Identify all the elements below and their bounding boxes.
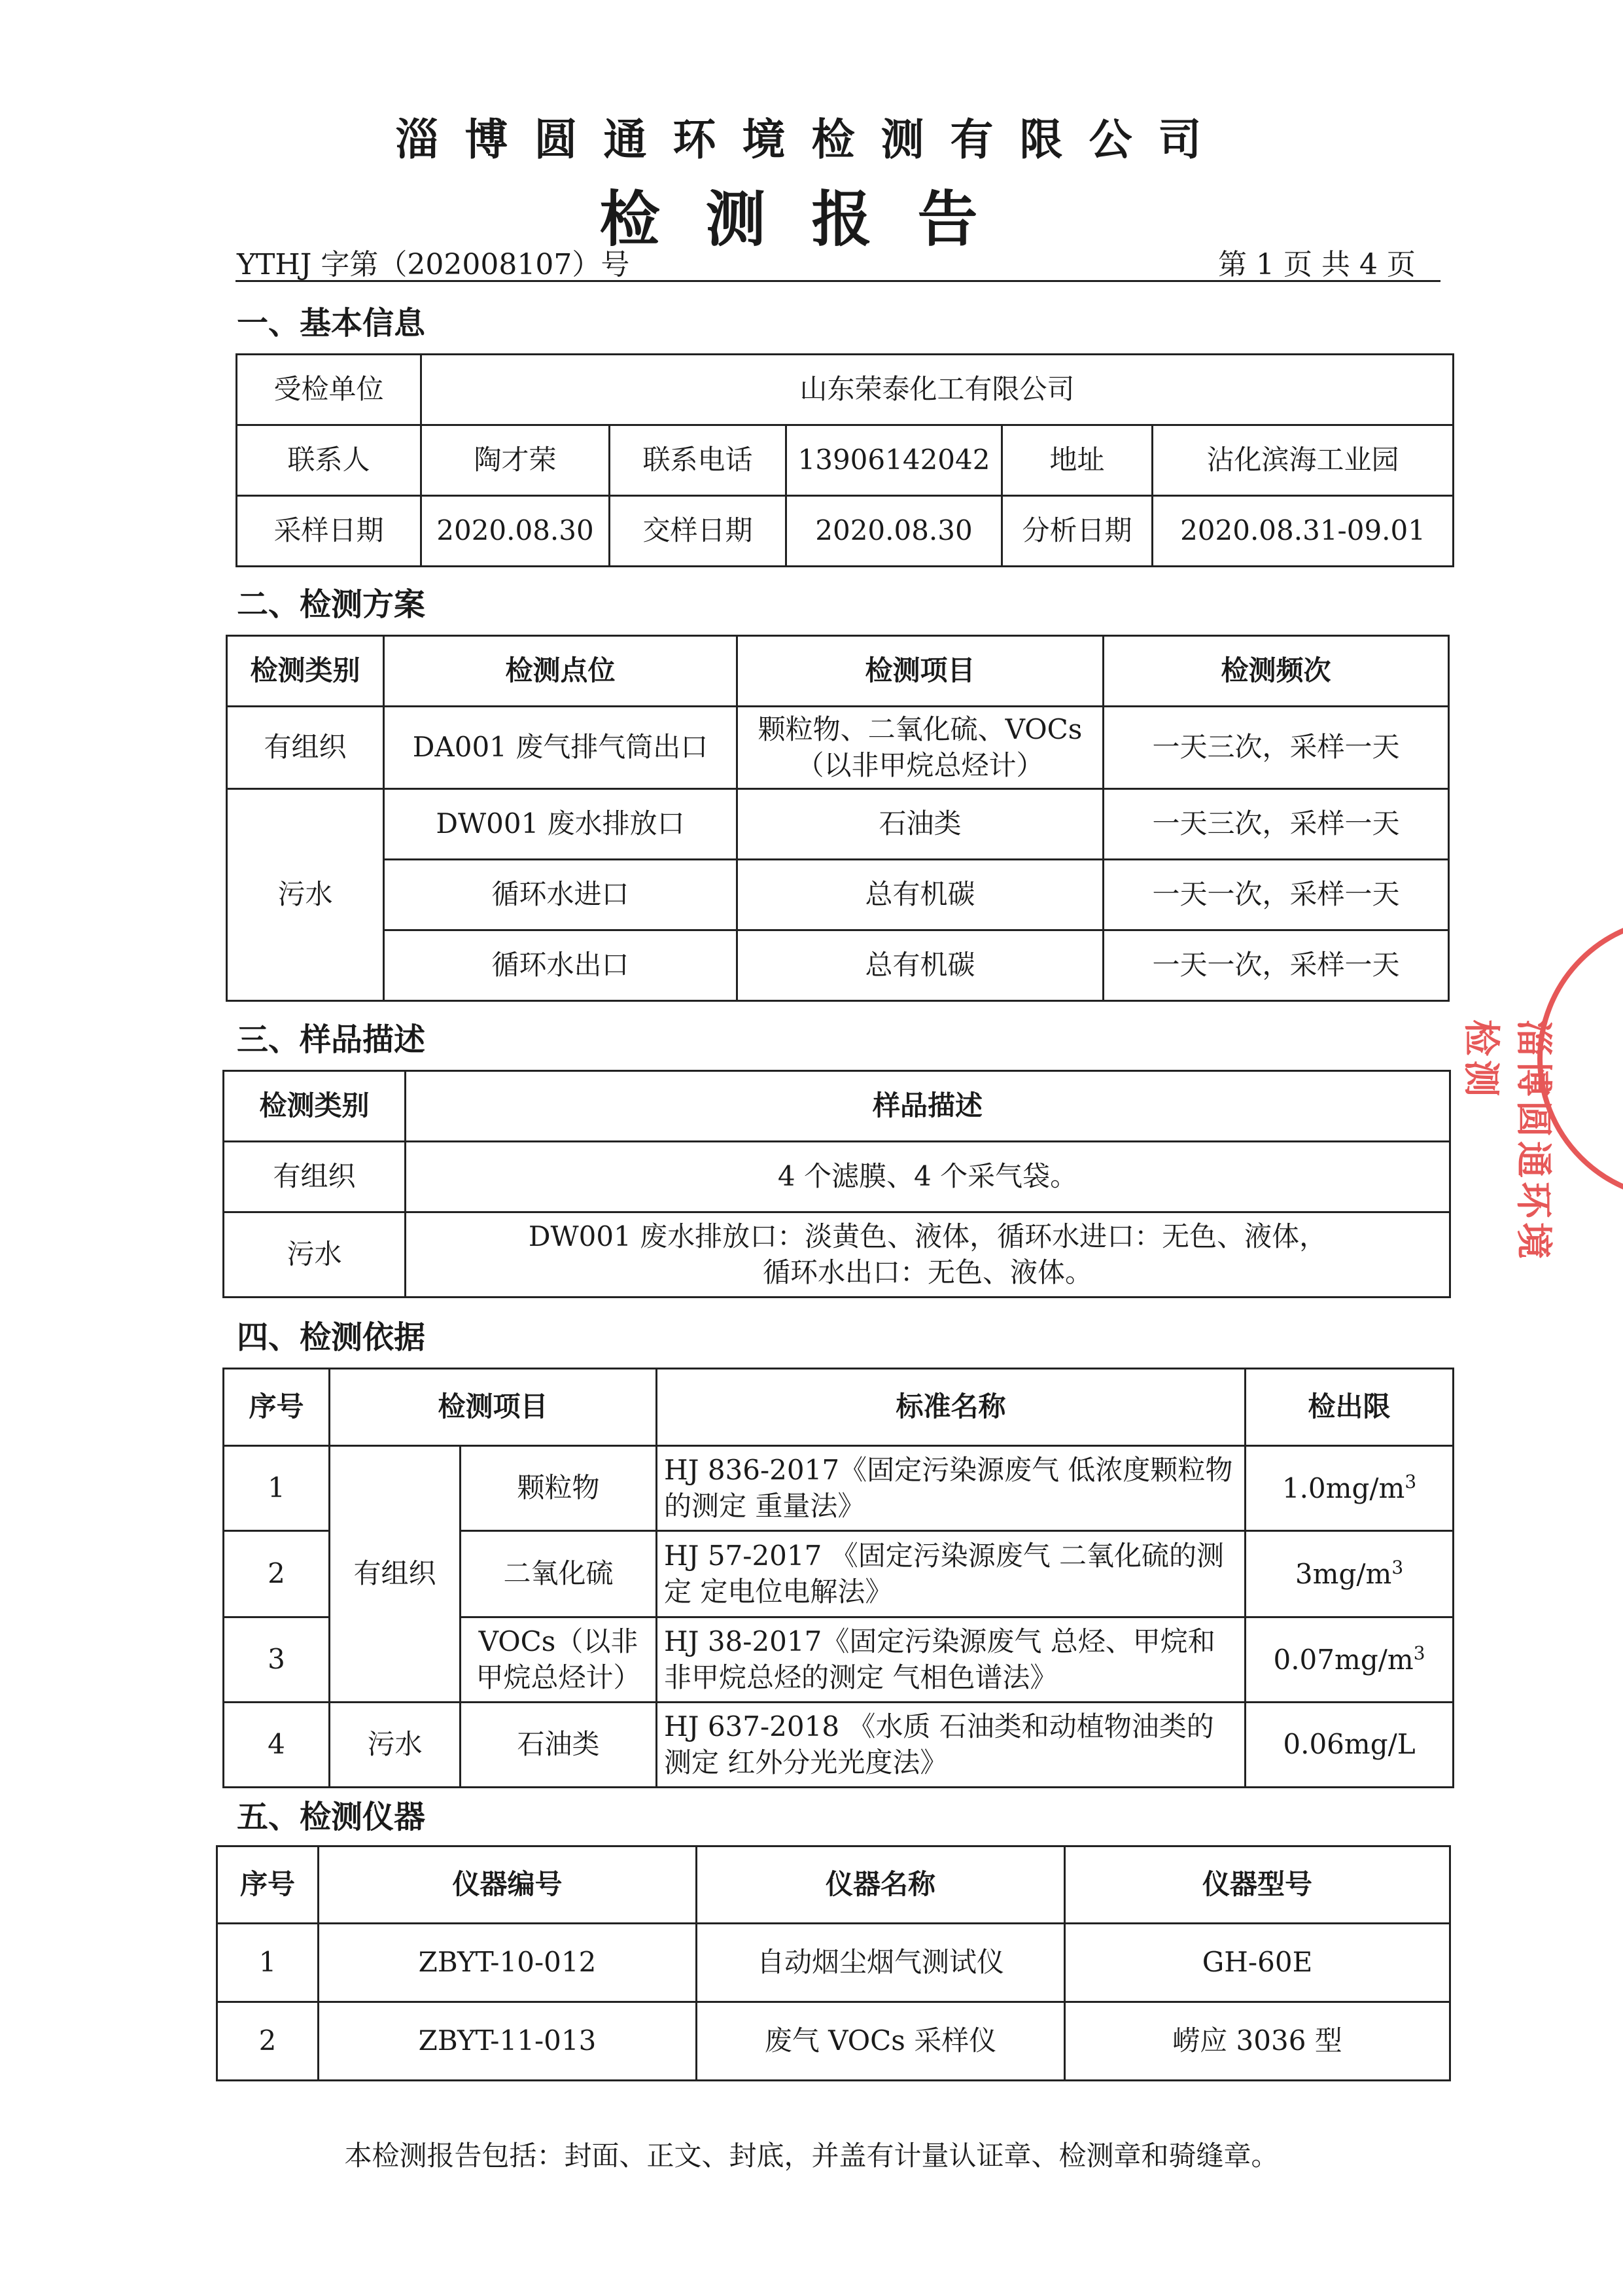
section-basis-heading: 四、检测依据 <box>237 1319 426 1356</box>
sample-header-category: 检测类别 <box>224 1071 406 1142</box>
detection-basis-table <box>222 1368 1454 1788</box>
analysis-date: 2020.08.31-09.01 <box>1153 496 1454 567</box>
section-plan-heading: 二、检测方案 <box>237 586 426 623</box>
basis-standard-line: 测定 红外分光光度法》 <box>664 1746 948 1778</box>
detection-plan-table <box>226 635 1450 1002</box>
basis-no: 1 <box>224 1446 330 1531</box>
instrument-code: ZBYT-10-012 <box>319 1924 697 2002</box>
section-basic-info-heading: 一、基本信息 <box>237 305 426 342</box>
basis-limit <box>1246 1531 1454 1617</box>
section-instruments-heading: 五、检测仪器 <box>237 1799 426 1835</box>
basis-no: 2 <box>224 1531 330 1617</box>
basis-header-standard: 标准名称 <box>657 1369 1246 1446</box>
label-inspected-unit: 受检单位 <box>237 355 421 425</box>
basis-group: 污水 <box>330 1703 461 1788</box>
plan-frequency: 一天一次，采样一天 <box>1104 860 1449 930</box>
plan-category: 污水 <box>227 789 384 1001</box>
instrument-code: ZBYT-11-013 <box>319 2002 697 2081</box>
report-number: YTHJ 字第（202008107）号 <box>237 248 630 281</box>
sample-description-line: DW001 废水排放口：淡黄色、液体，循环水进口：无色、液体， <box>528 1220 1327 1252</box>
instrument-no: 1 <box>217 1924 319 2002</box>
basis-header-no: 序号 <box>224 1369 330 1446</box>
basis-limit: 0.06mg/L <box>1246 1703 1454 1788</box>
basis-limit-exponent: 3 <box>1405 1470 1417 1492</box>
plan-category: 有组织 <box>227 707 384 789</box>
plan-header-point: 检测点位 <box>384 636 737 707</box>
basis-standard-line: 定 定电位电解法》 <box>664 1575 893 1608</box>
plan-point: 循环水进口 <box>384 860 737 930</box>
basis-limit-exponent: 3 <box>1413 1642 1425 1664</box>
sample-category: 污水 <box>224 1212 406 1298</box>
basis-standard <box>657 1531 1246 1617</box>
plan-point: DA001 废气排气筒出口 <box>384 707 737 789</box>
label-address: 地址 <box>1002 425 1153 496</box>
label-analysis-date: 分析日期 <box>1002 496 1153 567</box>
basis-header-item: 检测项目 <box>330 1369 657 1446</box>
plan-item: 石油类 <box>737 789 1104 860</box>
basis-standard-line: 非甲烷总烃的测定 气相色谱法》 <box>664 1661 1058 1693</box>
section-sample-heading: 三、样品描述 <box>237 1021 426 1058</box>
plan-frequency: 一天三次，采样一天 <box>1104 789 1449 860</box>
basis-standard <box>657 1703 1246 1788</box>
seal-text: 淄博圆通环境检测 <box>1459 1019 1554 1263</box>
instrument-name: 废气 VOCs 采样仪 <box>697 2002 1065 2081</box>
official-seal <box>1459 916 1623 1263</box>
basis-item: 颗粒物 <box>461 1446 657 1531</box>
instrument-header-code: 仪器编号 <box>319 1846 697 1924</box>
basis-standard-line: HJ 57-2017 《固定污染源废气 二氧化硫的测 <box>664 1539 1225 1572</box>
sample-category: 有组织 <box>224 1142 406 1212</box>
contact-person: 陶才荣 <box>421 425 610 496</box>
instruments-table <box>216 1845 1451 2081</box>
company-name: 淄博圆通环境检测有限公司 <box>395 115 1228 165</box>
instrument-header-model: 仪器型号 <box>1065 1846 1450 1924</box>
sample-header-description: 样品描述 <box>406 1071 1450 1142</box>
label-sampling-date: 采样日期 <box>237 496 421 567</box>
plan-header-item: 检测项目 <box>737 636 1104 707</box>
plan-point: 循环水出口 <box>384 930 737 1001</box>
basis-limit <box>1246 1446 1454 1531</box>
basis-item-line: 甲烷总烃计） <box>476 1661 641 1693</box>
sample-description-line: 循环水出口：无色、液体。 <box>762 1256 1092 1288</box>
basis-limit-value: 0.07mg/m <box>1273 1643 1414 1676</box>
plan-point: DW001 废水排放口 <box>384 789 737 860</box>
phone-number: 13906142042 <box>786 425 1002 496</box>
basis-standard-line: 的测定 重量法》 <box>664 1489 865 1522</box>
instrument-name: 自动烟尘烟气测试仪 <box>697 1924 1065 2002</box>
plan-item-line: （以非甲烷总烃计） <box>796 749 1044 781</box>
basis-item <box>461 1617 657 1703</box>
plan-item: 总有机碳 <box>737 860 1104 930</box>
basis-item-line: VOCs（以非 <box>478 1625 638 1657</box>
plan-frequency: 一天三次，采样一天 <box>1104 707 1449 789</box>
instrument-header-name: 仪器名称 <box>697 1846 1065 1924</box>
address: 沾化滨海工业园 <box>1153 425 1454 496</box>
basis-limit-value: 1.0mg/m <box>1282 1472 1405 1504</box>
label-handover-date: 交样日期 <box>610 496 786 567</box>
basic-info-table <box>236 353 1454 567</box>
instrument-model: 崂应 3036 型 <box>1065 2002 1450 2081</box>
basis-no: 3 <box>224 1617 330 1703</box>
label-phone: 联系电话 <box>610 425 786 496</box>
basis-standard-line: HJ 38-2017《固定污染源废气 总烃、甲烷和 <box>664 1625 1215 1657</box>
page-info: 第 1 页 共 4 页 <box>1218 248 1416 281</box>
basis-limit-exponent: 3 <box>1391 1556 1404 1578</box>
report-title: 检测报告 <box>599 185 1024 255</box>
instrument-no: 2 <box>217 2002 319 2081</box>
header-divider <box>236 280 1440 282</box>
basis-header-limit: 检出限 <box>1246 1369 1454 1446</box>
label-contact: 联系人 <box>237 425 421 496</box>
plan-item: 总有机碳 <box>737 930 1104 1001</box>
basis-group: 有组织 <box>330 1446 461 1703</box>
sampling-date: 2020.08.30 <box>421 496 610 567</box>
plan-header-category: 检测类别 <box>227 636 384 707</box>
inspected-unit: 山东荣泰化工有限公司 <box>421 355 1454 425</box>
plan-item-line: 颗粒物、二氧化硫、VOCs <box>758 713 1083 745</box>
basis-item: 石油类 <box>461 1703 657 1788</box>
plan-frequency: 一天一次，采样一天 <box>1104 930 1449 1001</box>
basis-item: 二氧化硫 <box>461 1531 657 1617</box>
basis-no: 4 <box>224 1703 330 1788</box>
report-footer-note: 本检测报告包括：封面、正文、封底，并盖有计量认证章、检测章和骑缝章。 <box>344 2140 1279 2172</box>
handover-date: 2020.08.30 <box>786 496 1002 567</box>
basis-standard-line: HJ 836-2017《固定污染源废气 低浓度颗粒物 <box>664 1453 1233 1486</box>
basis-standard <box>657 1617 1246 1703</box>
sample-description <box>406 1212 1450 1298</box>
instrument-header-no: 序号 <box>217 1846 319 1924</box>
basis-limit-value: 3mg/m <box>1295 1557 1392 1590</box>
sample-description: 4 个滤膜、4 个采气袋。 <box>406 1142 1450 1212</box>
sample-description-table <box>222 1070 1451 1298</box>
plan-header-frequency: 检测频次 <box>1104 636 1449 707</box>
plan-item <box>737 707 1104 789</box>
basis-standard <box>657 1446 1246 1531</box>
instrument-model: GH-60E <box>1065 1924 1450 2002</box>
basis-limit <box>1246 1617 1454 1703</box>
basis-standard-line: HJ 637-2018 《水质 石油类和动植物油类的 <box>664 1710 1214 1742</box>
